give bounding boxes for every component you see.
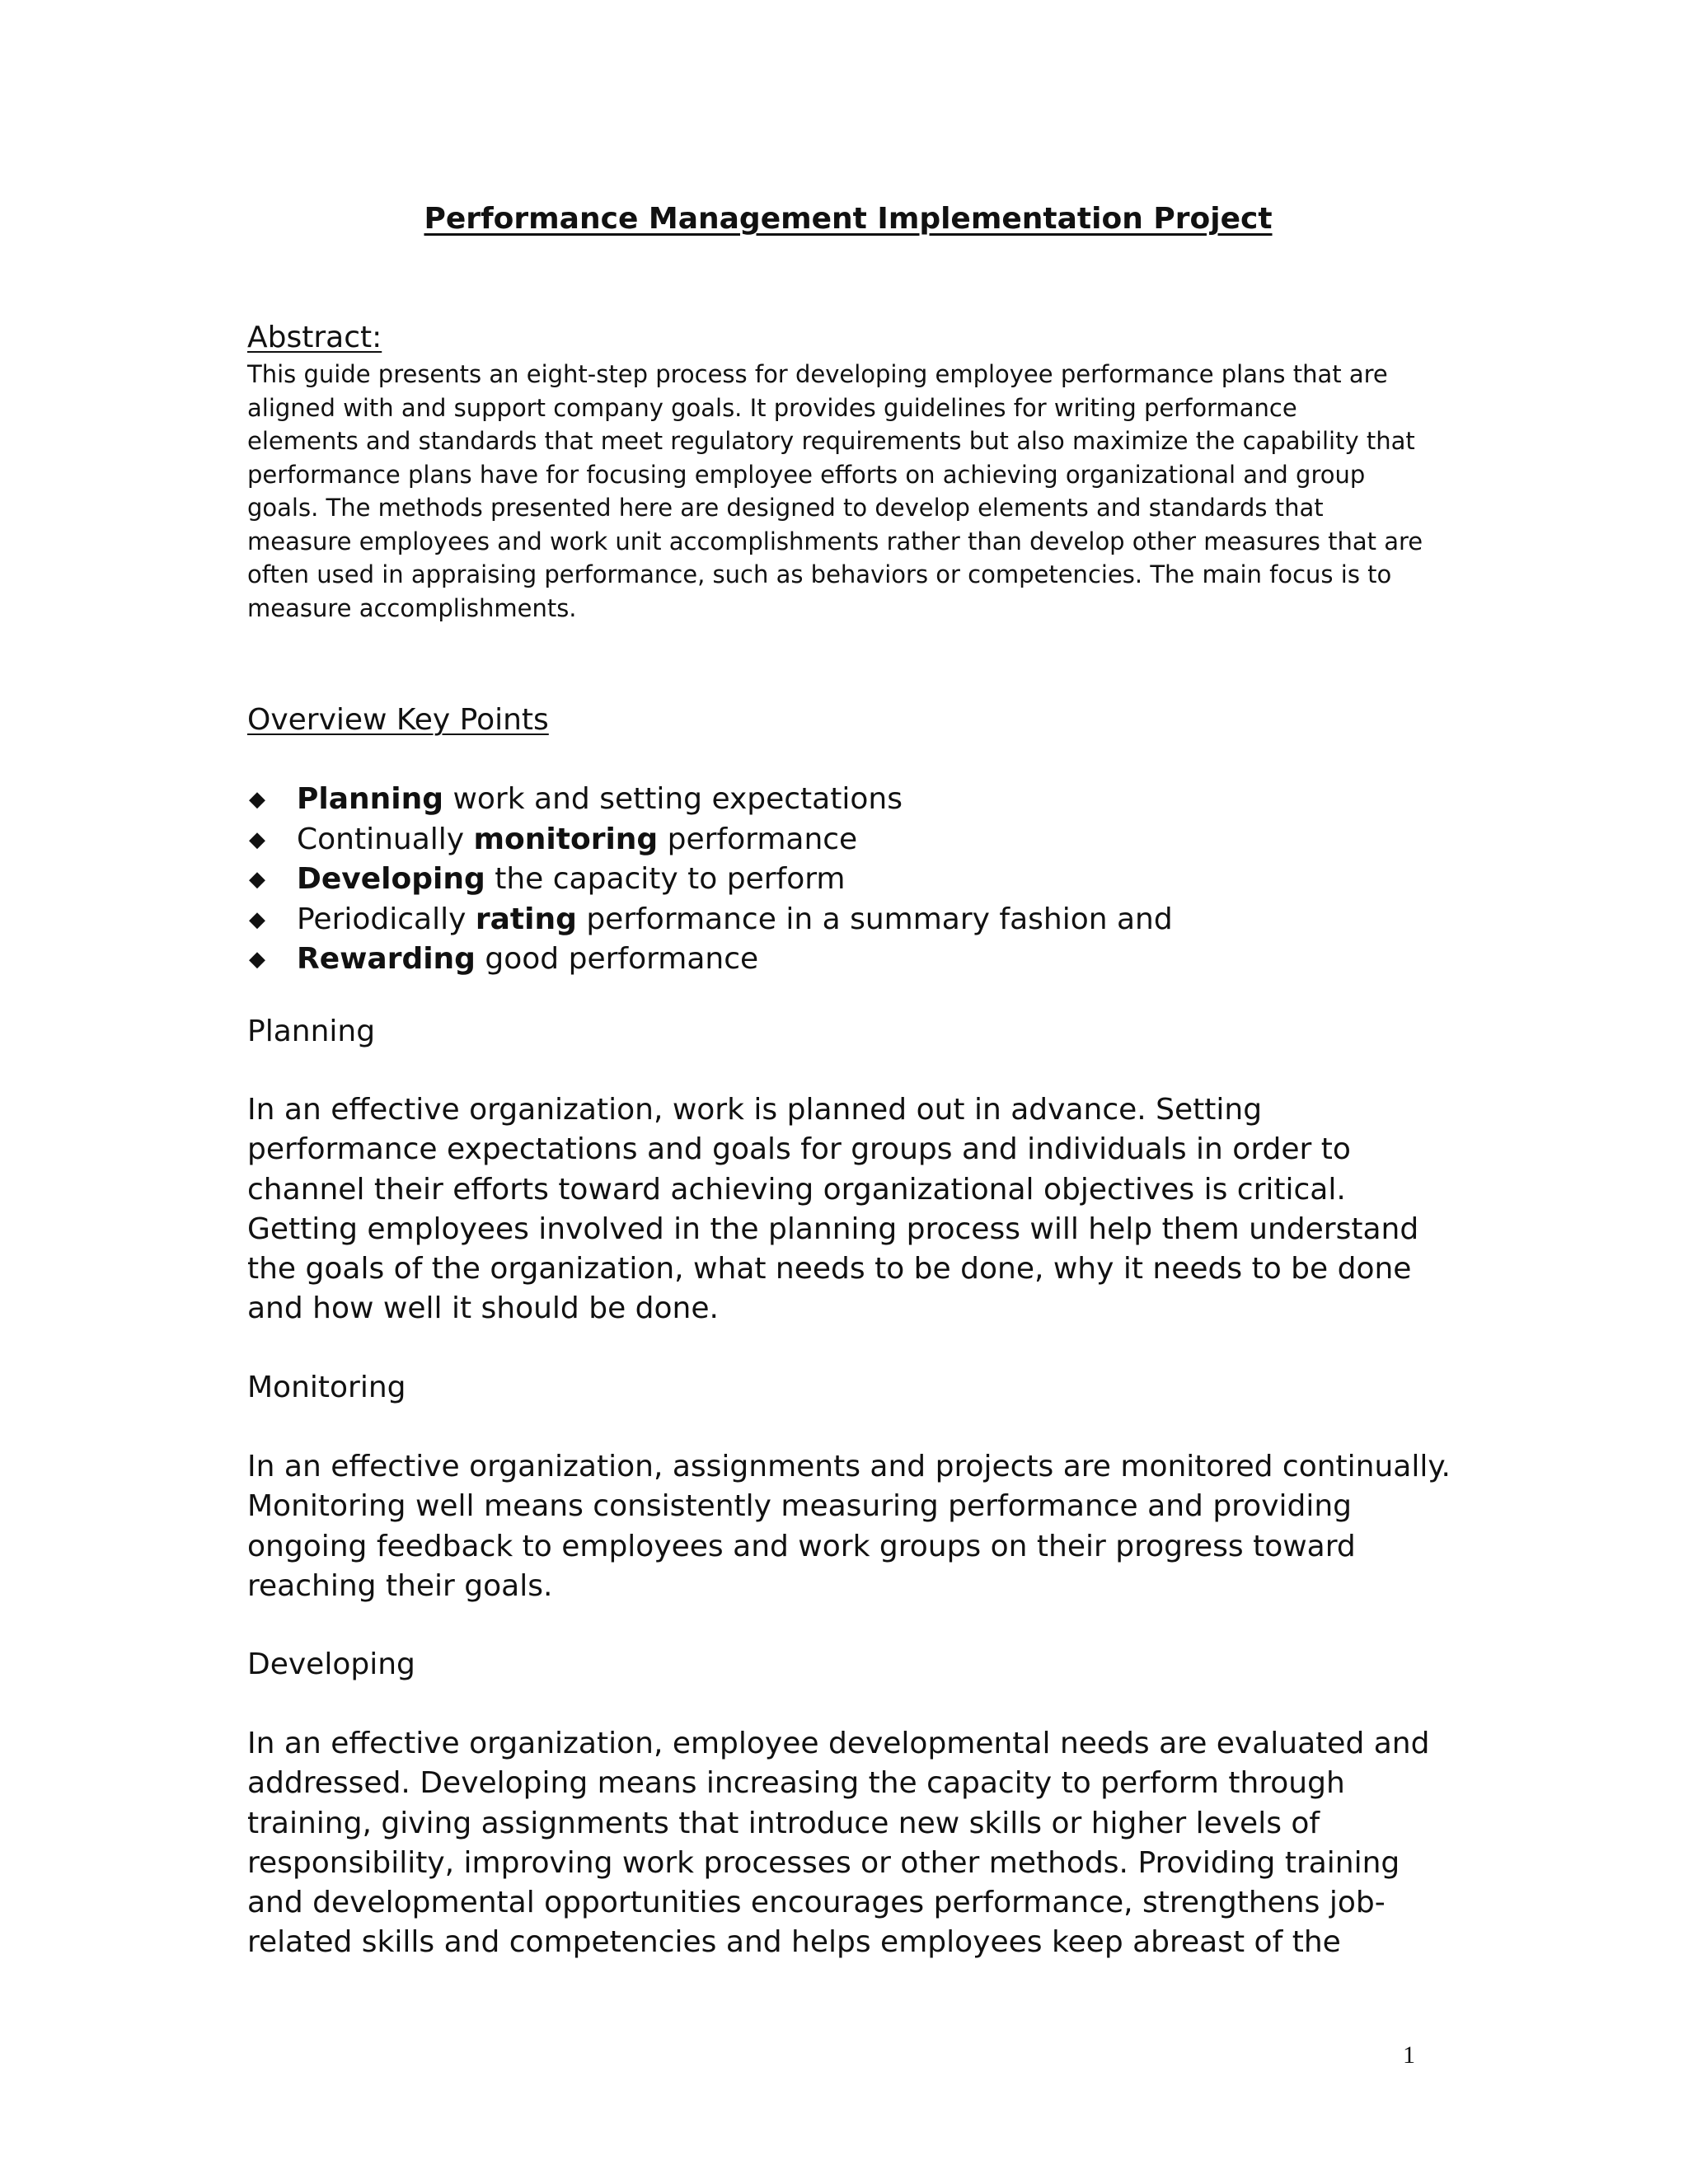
abstract-line: This guide presents an eight-step process for developing employee performance plans that are (247, 360, 1388, 388)
diamond-bullet-icon: ◆ (249, 867, 265, 892)
diamond-bullet-icon: ◆ (249, 827, 265, 852)
abstract-heading: Abstract: (247, 321, 382, 354)
key-point-item: ◆ Developing the capacity to perform (247, 860, 1173, 900)
abstract-line: measure accomplishments. (247, 593, 577, 622)
planning-line: and how well it should be done. (247, 1291, 719, 1326)
abstract-body (247, 358, 1459, 625)
monitoring-line: reaching their goals. (247, 1568, 553, 1603)
monitoring-body (247, 1447, 1475, 1606)
planning-body (247, 1090, 1475, 1329)
abstract-line: aligned with and support company goals. It provides guidelines for writing performance (247, 393, 1297, 422)
developing-heading: Developing (247, 1647, 415, 1681)
monitoring-line: In an effective organization, assignments and projects are monitored continually. (247, 1450, 1451, 1483)
planning-line: channel their efforts toward achieving organizational objectives is critical. (247, 1172, 1346, 1207)
monitoring-line: Monitoring well means consistently measuring performance and providing (247, 1489, 1353, 1524)
monitoring-line: ongoing feedback to employees and work groups on their progress toward (247, 1529, 1356, 1563)
abstract-line: performance plans have for focusing employee efforts on achieving organizational and group (247, 460, 1366, 489)
diamond-bullet-icon: ◆ (249, 907, 265, 932)
key-point-keyword: Rewarding (297, 942, 476, 976)
planning-line: the goals of the organization, what needs to be done, why it needs to be done (247, 1252, 1412, 1286)
key-point-keyword: rating (475, 902, 577, 936)
planning-line: Getting employees involved in the planning process will help them understand (247, 1212, 1419, 1246)
key-point-keyword: Planning (297, 782, 444, 816)
key-point-keyword: Developing (297, 862, 485, 896)
key-point-keyword: monitoring (473, 822, 659, 856)
key-point-item: ◆ Periodically rating performance in a summary fashion and (247, 900, 1173, 940)
abstract-line: measure employees and work unit accomplishments rather than develop other measures that are (247, 527, 1423, 555)
page-title (0, 196, 1688, 242)
monitoring-heading: Monitoring (247, 1371, 406, 1404)
abstract-line: goals. The methods presented here are designed to develop elements and standards that (247, 494, 1324, 522)
overview-heading: Overview Key Points (247, 703, 549, 737)
planning-heading: Planning (247, 1015, 376, 1048)
diamond-bullet-icon: ◆ (249, 787, 265, 812)
key-points-list (247, 780, 1173, 980)
developing-line: In an effective organization, employee developmental needs are evaluated and (247, 1727, 1430, 1760)
planning-line: performance expectations and goals for groups and individuals in order to (247, 1132, 1351, 1167)
abstract-line: often used in appraising performance, such as behaviors or competencies. The main focus is to (247, 560, 1392, 588)
developing-line: and developmental opportunities encourages performance, strengthens job- (247, 1886, 1386, 1920)
key-point-item: ◆ Planning work and setting expectations (247, 780, 1173, 820)
developing-line: responsibility, improving work processes or other methods. Providing training (247, 1845, 1400, 1880)
page-number: 1 (1403, 2041, 1415, 2069)
developing-body (247, 1724, 1475, 1963)
key-point-item: ◆ Continually monitoring performance (247, 820, 1173, 860)
diamond-bullet-icon: ◆ (249, 947, 265, 972)
developing-line: addressed. Developing means increasing the capacity to perform through (247, 1766, 1345, 1801)
planning-line: In an effective organization, work is planned out in advance. Setting (247, 1093, 1263, 1127)
page-title-text: Performance Management Implementation Project (424, 202, 1273, 236)
abstract-line: elements and standards that meet regulatory requirements but also maximize the capability that (247, 427, 1415, 455)
developing-line: training, giving assignments that introduce new skills or higher levels of (247, 1806, 1320, 1840)
developing-line: related skills and competencies and helps employees keep abreast of the (247, 1925, 1341, 1960)
key-point-item: ◆ Rewarding good performance (247, 940, 1173, 980)
